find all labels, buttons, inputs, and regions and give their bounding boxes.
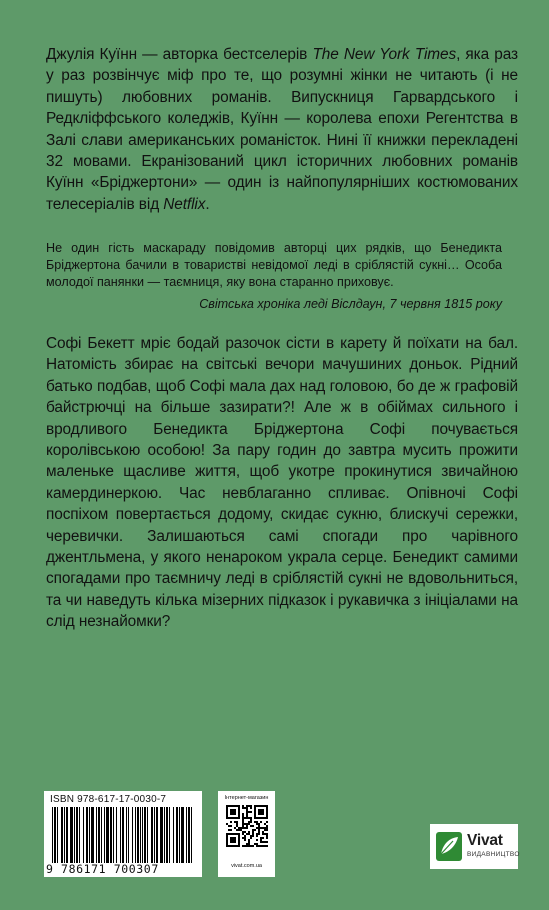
qr-module <box>250 821 252 823</box>
qr-module <box>260 845 262 847</box>
qr-module <box>252 825 254 827</box>
qr-module <box>248 805 250 807</box>
barcode-bar <box>188 807 190 863</box>
qr-module <box>236 823 238 825</box>
qr-module <box>244 839 246 841</box>
qr-module <box>264 845 266 847</box>
qr-module <box>244 845 246 847</box>
qr-module <box>252 845 254 847</box>
barcode-bar <box>106 807 109 863</box>
qr-module <box>256 845 258 847</box>
qr-module <box>234 821 236 823</box>
ean-digits: 9 786171 700307 <box>46 862 159 876</box>
barcode-bar <box>52 807 53 863</box>
barcode-bar <box>154 807 155 863</box>
barcode-bar <box>186 807 187 863</box>
isbn-label: ISBN 978-617-17-0030-7 <box>50 794 167 805</box>
barcode-bar <box>142 807 143 863</box>
qr-module <box>244 817 246 819</box>
qr-module <box>266 821 268 823</box>
qr-module <box>262 827 264 829</box>
qr-module <box>242 823 244 825</box>
qr-module <box>238 829 240 831</box>
qr-module <box>256 833 258 835</box>
qr-module <box>254 829 256 831</box>
author-bio-text-continued: , яка раз у раз розвінчує міф про те, що розумні жінки не читають (і не пишуть) любовних романів. Випускниця Гарвардського і Редкліффського коледжів, Куїнн — королева епохи Регентства в Залі слави американських романісток. Нині її книжки перекладені 32 мовами. Екранізований цикл історичних любовних романів Куїнн «Бріджертони» — один із найпопулярніших костюмованих телесеріалів від <box>46 46 518 213</box>
qr-module <box>248 817 250 819</box>
qr-module <box>260 837 262 839</box>
qr-module <box>242 805 244 807</box>
qr-url: vivat.com.ua <box>231 863 262 869</box>
qr-module <box>242 813 244 815</box>
qr-module <box>258 831 260 833</box>
qr-module <box>258 833 260 835</box>
qr-module <box>244 807 246 809</box>
qr-module <box>256 827 258 829</box>
qr-module <box>254 821 256 823</box>
barcode-bar <box>54 807 56 863</box>
barcode-bar <box>89 807 90 863</box>
barcode-bar <box>57 807 58 863</box>
barcode-bar <box>66 807 68 863</box>
author-bio-end: . <box>205 195 210 213</box>
barcode-bar <box>137 807 139 863</box>
qr-module <box>242 827 244 829</box>
barcode-bar <box>64 807 65 863</box>
qr-module <box>246 807 248 809</box>
netflix-name: Netflix <box>163 195 206 213</box>
quote-attribution: Світська хроніка леді Віслдаун, 7 червня 1815 року <box>199 297 502 311</box>
qr-module <box>266 827 268 829</box>
qr-module <box>266 845 268 847</box>
barcode-bar <box>151 807 153 863</box>
epigraph-quote <box>46 240 502 313</box>
barcode-bar <box>122 807 124 863</box>
qr-module <box>246 815 248 817</box>
qr-module <box>248 833 250 835</box>
qr-module <box>242 845 244 847</box>
barcode-bar <box>176 807 178 863</box>
qr-module <box>264 827 266 829</box>
barcode-bar <box>120 807 121 863</box>
qr-module <box>258 825 260 827</box>
qr-module <box>228 825 230 827</box>
qr-module <box>226 823 228 825</box>
qr-module <box>242 817 244 819</box>
barcode-bar <box>132 807 133 863</box>
qr-module <box>264 841 266 843</box>
barcode-bar <box>160 807 163 863</box>
barcode-bar <box>147 807 148 863</box>
qr-module <box>260 841 262 843</box>
barcode-bar <box>179 807 180 863</box>
qr-module <box>266 837 268 839</box>
qr-module <box>246 823 248 825</box>
barcode-bar <box>61 807 63 863</box>
qr-module <box>244 837 246 839</box>
qr-module <box>242 819 244 821</box>
qr-module <box>248 845 250 847</box>
qr-module <box>228 829 230 831</box>
qr-finder-center <box>230 809 236 815</box>
qr-module <box>258 827 260 829</box>
qr-module <box>256 823 258 825</box>
qr-module <box>250 845 252 847</box>
qr-module <box>266 833 268 835</box>
barcode-bar <box>140 807 141 863</box>
qr-module <box>248 823 250 825</box>
book-synopsis: Софі Бекетт мріє бодай разочок сісти в карету й поїхати на бал. Натомість збирає на світські вечори мачушиних доньок. Рідний батько подбав, щоб Софі мала дах над головою, бо де ж графовій байстрючці на більше зазирати?! Але ж в обіймах сильного і вродливого Бенедикта Бріджертона Софі почувається королівською особою! За пару годин до завтра мусить прожити маленьке щасливе життя, щоб укотре прокинутися звичайною камердинеркою. Час невблаганно спливає. Опівночі Софі поспіхом повертається додому, скидає сукню, блискучі сережки, черевички. Залишаються самі спогади про чарівного джентльмена, у якого ненароком украла серце. Бенедикт самими спогадами про таємничу леді в сріблястій сукні не вдовольниться, та чи наведуть кілька мізерних підказок і рукавичка з ініціалами на слід незнайомки? <box>46 335 518 631</box>
qr-title: Інтернет-магазин <box>224 795 269 801</box>
barcode-bar <box>79 807 80 863</box>
qr-module <box>260 827 262 829</box>
quote-text: Не один гість маскараду повідомив авторці цих рядків, що Бенедикта Бріджертона бачили в товаристві невідомої леді в сріблястій сукні… Особа молодої панянки — таємниця, яку вона старанно приховує. <box>46 241 502 289</box>
barcode-bar <box>128 807 129 863</box>
qr-module <box>264 823 266 825</box>
publisher-name: Vivat <box>467 832 503 849</box>
qr-module <box>252 835 254 837</box>
qr-module <box>248 831 250 833</box>
qr-module <box>266 835 268 837</box>
qr-module <box>236 821 238 823</box>
qr-finder-center <box>258 809 264 815</box>
barcode-bar <box>70 807 73 863</box>
qr-module <box>244 831 246 833</box>
barcode-bar <box>135 807 136 863</box>
qr-module <box>248 843 250 845</box>
qr-module <box>252 829 254 831</box>
qr-module <box>250 811 252 813</box>
qr-module <box>250 805 252 807</box>
qr-module <box>266 829 268 831</box>
barcode-bar <box>86 807 88 863</box>
qr-module <box>260 839 262 841</box>
qr-module <box>266 825 268 827</box>
qr-module <box>248 821 250 823</box>
qr-module <box>248 841 250 843</box>
qr-module <box>258 845 260 847</box>
qr-module <box>246 827 248 829</box>
barcode-bar <box>156 807 158 863</box>
publisher-logo <box>430 824 518 869</box>
barcode-bar <box>116 807 117 863</box>
barcode-bar <box>166 807 168 863</box>
newspaper-title: The New York Times <box>312 46 457 63</box>
qr-module <box>260 821 262 823</box>
qr-module <box>256 821 258 823</box>
qr-module <box>250 837 252 839</box>
qr-module <box>256 839 258 841</box>
barcode-bar <box>74 807 75 863</box>
qr-module <box>250 817 252 819</box>
qr-module <box>242 821 244 823</box>
qr-module <box>242 833 244 835</box>
qr-module <box>242 807 244 809</box>
qr-module <box>244 827 246 829</box>
barcode-bar <box>169 807 170 863</box>
qr-module <box>264 833 266 835</box>
qr-module <box>256 843 258 845</box>
barcode-bar <box>76 807 78 863</box>
qr-module <box>246 805 248 807</box>
barcode-bar <box>113 807 114 863</box>
barcode-bar <box>91 807 94 863</box>
qr-module <box>244 835 246 837</box>
barcode-bar <box>144 807 146 863</box>
qr-module <box>264 829 266 831</box>
author-bio-text: Джулія Куїнн — авторка бестселерів <box>46 46 313 63</box>
qr-module <box>246 845 248 847</box>
qr-module <box>262 845 264 847</box>
qr-module <box>242 837 244 839</box>
qr-module <box>246 811 248 813</box>
barcode-bar <box>173 807 174 863</box>
publisher-subtitle: ВИДАВНИЦТВО <box>467 851 520 858</box>
qr-module <box>240 829 242 831</box>
qr-module <box>236 825 238 827</box>
qr-code <box>226 805 268 847</box>
barcode-bar <box>83 807 84 863</box>
qr-module <box>242 831 244 833</box>
qr-module <box>246 809 248 811</box>
qr-module <box>258 823 260 825</box>
qr-module <box>246 817 248 819</box>
qr-module <box>250 825 252 827</box>
qr-module <box>248 811 250 813</box>
qr-module <box>230 829 232 831</box>
qr-module <box>262 833 264 835</box>
barcode-bar <box>104 807 105 863</box>
qr-module <box>262 837 264 839</box>
qr-module <box>250 835 252 837</box>
barcode-bar <box>98 807 100 863</box>
qr-finder-center <box>230 837 236 843</box>
qr-module <box>246 813 248 815</box>
qr-module <box>236 829 238 831</box>
barcode-bar <box>164 807 165 863</box>
barcode-bar <box>181 807 184 863</box>
qr-code-panel <box>218 791 275 877</box>
barcode-bar <box>191 807 192 863</box>
qr-module <box>242 825 244 827</box>
barcode-bar <box>126 807 127 863</box>
qr-module <box>262 831 264 833</box>
qr-module <box>262 841 264 843</box>
qr-module <box>242 815 244 817</box>
barcode-bar <box>101 807 102 863</box>
qr-module <box>252 831 254 833</box>
qr-module <box>254 843 256 845</box>
qr-module <box>250 807 252 809</box>
barcode-bar <box>110 807 112 863</box>
qr-module <box>230 825 232 827</box>
qr-module <box>250 819 252 821</box>
vivat-leaf-icon <box>436 832 462 861</box>
qr-module <box>230 821 232 823</box>
isbn-barcode <box>44 791 202 877</box>
qr-module <box>256 835 258 837</box>
barcode-bars <box>50 807 196 863</box>
qr-module <box>266 841 268 843</box>
author-bio <box>46 44 518 215</box>
qr-module <box>238 827 240 829</box>
qr-module <box>234 827 236 829</box>
qr-module <box>248 839 250 841</box>
qr-module <box>244 823 246 825</box>
qr-module <box>246 833 248 835</box>
qr-module <box>246 825 248 827</box>
qr-module <box>246 843 248 845</box>
qr-module <box>240 827 242 829</box>
barcode-bar <box>96 807 97 863</box>
qr-module <box>258 829 260 831</box>
qr-module <box>252 833 254 835</box>
